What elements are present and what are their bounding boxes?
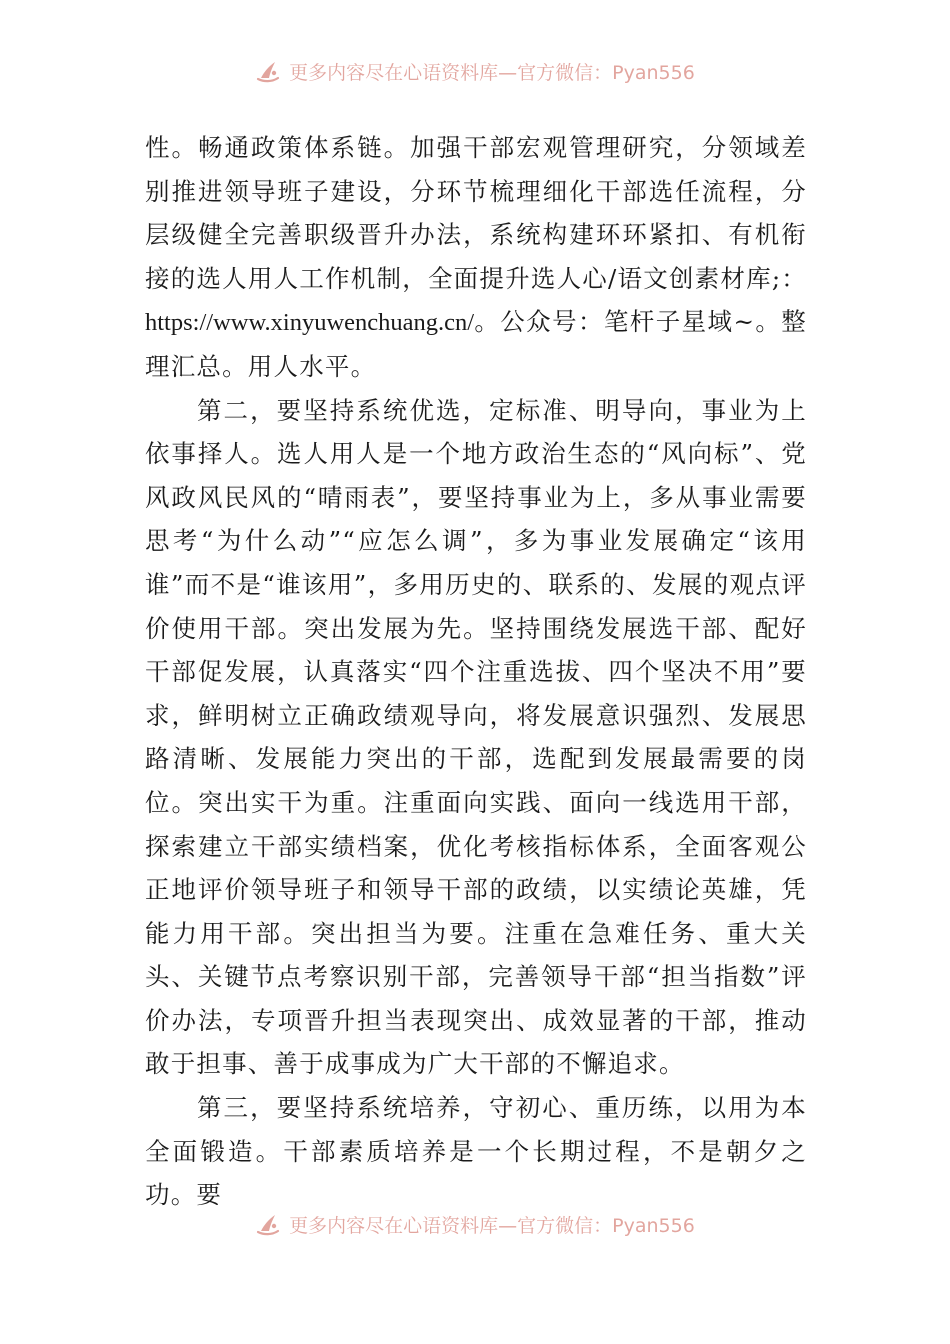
watermark-text: 更多内容尽在心语资料库—官方微信：Pyan556 <box>289 61 695 84</box>
header-watermark <box>0 54 950 88</box>
document-body <box>145 126 807 1217</box>
paragraph-3: 第三，要坚持系统培养，守初心、重历练，以用为本全面锻造。干部素质培养是一个长期过程，不是朝夕之功。要 <box>145 1093 807 1210</box>
paragraph-1-tail: 。公众号：笔杆子星域~。整理汇总。用人水平。 <box>145 307 807 381</box>
paragraph-1-text: 性。畅通政策体系链。加强干部宏观管理研究，分领域差别推进领导班子建设，分环节梳理细化干部选任流程，分层级健全完善职级晋升办法，系统构建环环紧扣、有机衔接的选人用人工作机制，全面提升选人心/语文创素材库;： <box>145 133 807 293</box>
website-url: https://www.xinyuwenchuang.cn/ <box>145 309 475 337</box>
paragraph-1 <box>145 126 807 389</box>
sailboat-logo-icon <box>255 58 281 84</box>
footer-watermark <box>0 1207 950 1241</box>
paragraph-2: 第二，要坚持系统优选，定标准、明导向，事业为上依事择人。选人用人是一个地方政治生态的“风向标”、党风政风民风的“晴雨表”，要坚持事业为上，多从事业需要思考“为什么动”“应怎么调”，多为事业发展确定“该用谁”而不是“谁该用”，多用历史的、联系的、发展的观点评价使用干部。突出发展为先。坚持围绕发展选干部、配好干部促发展，认真落实“四个注重选拔、四个坚决不用”要求，鲜明树立正确政绩观导向，将发展意识强烈、发展思路清晰、发展能力突出的干部，选配到发展最需要的岗位。突出实干为重。注重面向实践、面向一线选用干部，探索建立干部实绩档案，优化考核指标体系，全面客观公正地评价领导班子和领导干部的政绩，以实绩论英雄，凭能力用干部。突出担当为要。注重在急难任务、重大关头、关键节点考察识别干部，完善领导干部“担当指数”评价办法，专项晋升担当表现突出、成效显著的干部，推动敢于担事、善于成事成为广大干部的不懈追求。 <box>145 395 807 1079</box>
sailboat-logo-icon <box>255 1211 281 1237</box>
watermark-text: 更多内容尽在心语资料库—官方微信：Pyan556 <box>289 1214 695 1237</box>
